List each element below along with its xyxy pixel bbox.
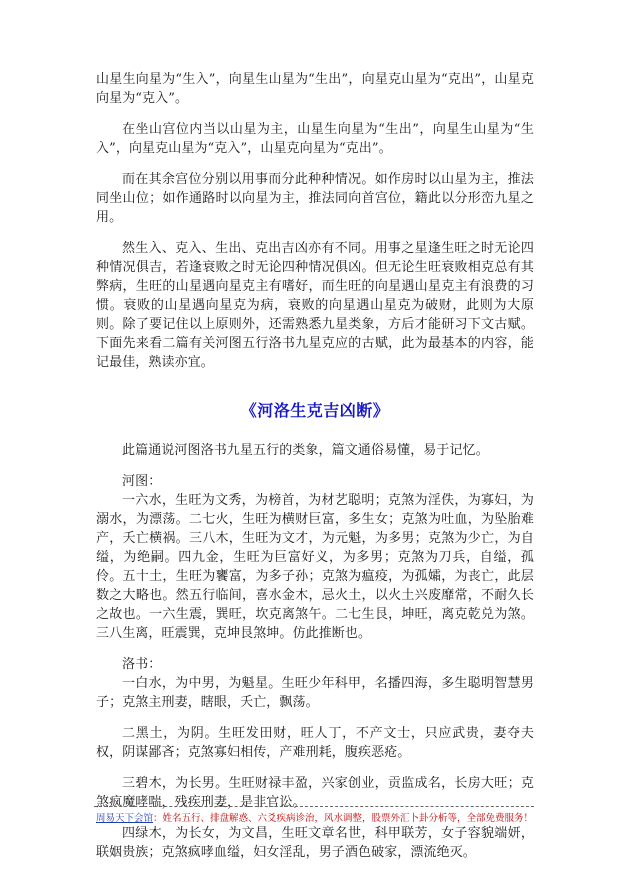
luoshu-label: 洛书：	[122, 657, 162, 672]
paragraph: 然生入、克入、生出、克出吉凶亦有不同。用事之星逢生旺之时无论四种情况俱吉，若逢衰败之时无论四种情况俱凶。但无论生旺衰败相克总有其弊病，生旺的山星遇向星克主有嗜好，而生旺的向星遇山星克主有浪费的习惯。衰败的山星遇向星克为病，衰败的向星遇山星克为破财，此则为大原则。除了要记住以上原则外，还需熟悉九星类象，方后才能研习下文古赋。下面先来看二篇有关河图五行洛书九星克应的古赋，此为最基本的内容，能记最佳，熟读亦宜。	[96, 241, 534, 370]
luoshu-item: 四绿木，为长女，为文昌，生旺文章名世，科甲联芳，女子容貌端妍，联姻贵族；克煞疯哮血缢，妇女淫乱，男子酒色破家，漂流绝灭。	[96, 826, 534, 860]
paragraph: 在坐山宫位内当以山星为主，山星生向星为“生出”，向星生山星为“生入”，向星克山星为“克入”，山星克向星为“克出”。	[96, 122, 534, 156]
luoshu-item: 一白水，为中男，为魁星。生旺少年科甲，名播四海，多生聪明智慧男子；克煞主刑妻，瞎眼，夭亡，飘荡。	[96, 676, 534, 710]
page-footer	[96, 812, 536, 825]
paragraph: 山星生向星为“生入”，向星生山星为“生出”，向星克山星为“克出”，山星克向星为“克入”。	[96, 72, 534, 106]
hetu-paragraph: 一六水，生旺为文秀，为榜首，为材艺聪明；克煞为淫佚，为寡妇，为溺水，为漂荡。二七火，生旺为横财巨富，多生女；克煞为吐血，为坠胎难产，夭亡横祸。三八木，生旺为文才，为元魁，为多男；克煞为少亡，为自缢，为绝嗣。四九金，生旺为巨富好义，为多男；克煞为刀兵，自缢，孤伶。五十土，生旺为饔富，为多子孙；克煞为瘟疫，为孤孀，为丧亡，此层数之大略也。然五行临间，喜水金木，忌火土，以火土兴废靡常，不耐久长之故也。一六生震，巽旺，坎克离煞午。二七生艮，坤旺，离克乾兑为煞。三八生离，旺震巽，克坤艮煞坤。仿此推断也。	[96, 493, 534, 641]
footer-link[interactable]: 周易天下会馆	[96, 813, 154, 824]
hetu-label: 河图：	[122, 474, 162, 489]
footer-text: ：姓名五行、排盘解惑、六爻疾病诊治，风水调整，股票外汇卜卦分析等，全部免费服务！	[153, 813, 534, 824]
section-title: 《河洛生克吉凶断》	[240, 401, 390, 420]
luoshu-item: 三碧木，为长男。生旺财禄丰盈，兴家创业，贡监成名，长房大旺；克煞疯魔哮喘，残疾刑妻，是非官讼。	[96, 776, 534, 810]
intro-paragraph: 此篇通说河图洛书九星五行的类象，篇文通俗易懂，易于记忆。	[122, 443, 489, 458]
document-body	[96, 70, 534, 874]
luoshu-item: 二黑土，为阴。生旺发田财，旺人丁，不产文士，只应武贵，妻夺夫权，阴谋鄙吝；克煞寡妇相传，产难刑耗，腹疾恶疮。	[96, 726, 534, 760]
footer-divider	[94, 806, 534, 807]
paragraph: 而在其余宫位分别以用事而分此种种情况。如作房时以山星为主，推法同坐山位；如作通路时以向星为主，推法同向首宫位，籍此以分形峦九星之用。	[96, 172, 534, 225]
